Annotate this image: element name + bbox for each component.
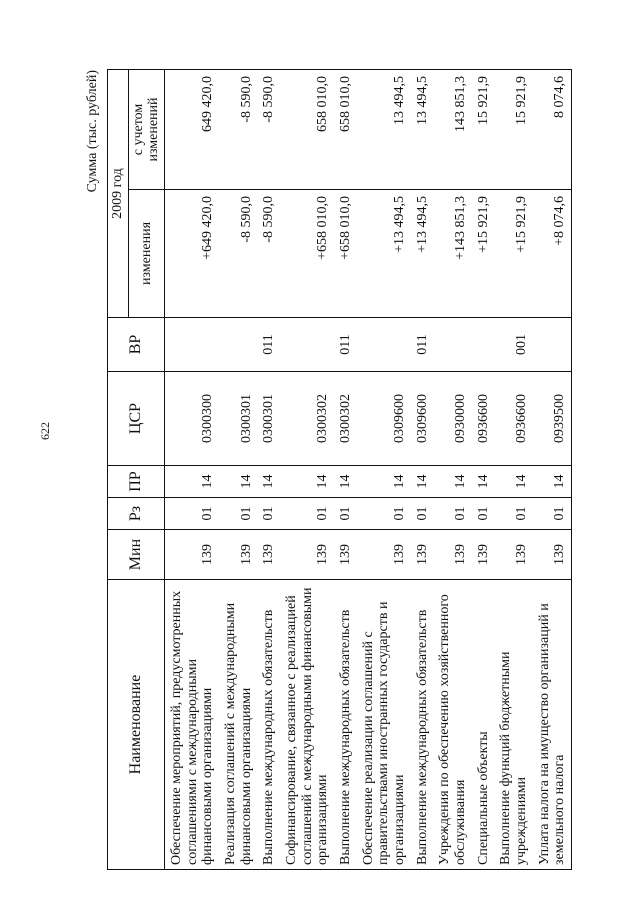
header-with-changes: с учетом изменений [128, 70, 164, 190]
table-row [219, 70, 257, 870]
name-cell: Реализация соглашений с международными финансовыми организациями [219, 580, 257, 870]
pr-cell: 14 [472, 466, 495, 498]
vr-cell: 011 [257, 318, 280, 372]
name-cell: Обеспечение мероприятий, предусмотренных соглашениями с международными финансовыми организациями [165, 580, 220, 870]
rz-cell: 01 [433, 498, 471, 530]
pr-cell: 14 [433, 466, 471, 498]
change-cell: +143 851,3 [433, 190, 471, 318]
header-year: 2009 год [108, 70, 129, 318]
name-cell: Выполнение международных обязательств [257, 580, 280, 870]
vr-cell: 011 [411, 318, 434, 372]
csr-cell: 0936600 [472, 372, 495, 466]
min-cell: 139 [411, 530, 434, 580]
total-cell: 658 010,0 [334, 70, 357, 190]
csr-cell: 0300302 [334, 372, 357, 466]
name-cell: Специальные объекты [472, 580, 495, 870]
total-cell: 15 921,9 [494, 70, 532, 190]
pr-cell: 14 [219, 466, 257, 498]
min-cell: 139 [257, 530, 280, 580]
total-cell: 8 074,6 [533, 70, 572, 190]
min-cell: 139 [357, 530, 411, 580]
total-cell: 649 420,0 [165, 70, 220, 190]
rotated-table-area [85, 70, 568, 870]
name-cell: Софинансирование, связанное с реализацией соглашений с международными финансовыми организациями [280, 580, 334, 870]
table-row [280, 70, 334, 870]
csr-cell: 0939500 [533, 372, 572, 466]
pr-cell: 14 [165, 466, 220, 498]
rz-cell: 01 [472, 498, 495, 530]
vr-cell [165, 318, 220, 372]
header-min: Мин [108, 530, 165, 580]
name-cell: Выполнение функций бюджетными учреждениями [494, 580, 532, 870]
min-cell: 139 [472, 530, 495, 580]
rz-cell: 01 [411, 498, 434, 530]
rz-cell: 01 [257, 498, 280, 530]
change-cell: +13 494,5 [411, 190, 434, 318]
rz-cell: 01 [533, 498, 572, 530]
total-cell: -8 590,0 [257, 70, 280, 190]
change-cell: +658 010,0 [334, 190, 357, 318]
name-cell: Выполнение международных обязательств [334, 580, 357, 870]
rz-cell: 01 [219, 498, 257, 530]
change-cell: +649 420,0 [165, 190, 220, 318]
table-row [411, 70, 434, 870]
rz-cell: 01 [280, 498, 334, 530]
table-row [165, 70, 220, 870]
rz-cell: 01 [494, 498, 532, 530]
total-cell: -8 590,0 [219, 70, 257, 190]
table-row [257, 70, 280, 870]
min-cell: 139 [334, 530, 357, 580]
name-cell: Выполнение международных обязательств [411, 580, 434, 870]
header-rz: Рз [108, 498, 165, 530]
header-csr: ЦСР [108, 372, 165, 466]
csr-cell: 0300301 [257, 372, 280, 466]
csr-cell: 0309600 [411, 372, 434, 466]
table-row [433, 70, 471, 870]
table-row [357, 70, 411, 870]
csr-cell: 0936600 [494, 372, 532, 466]
budget-table [107, 69, 572, 870]
header-changes: изменения [128, 190, 164, 318]
table-row [494, 70, 532, 870]
change-cell: +15 921,9 [494, 190, 532, 318]
change-cell: +15 921,9 [472, 190, 495, 318]
header-vr: ВР [108, 318, 165, 372]
total-cell: 658 010,0 [280, 70, 334, 190]
total-cell: 15 921,9 [472, 70, 495, 190]
pr-cell: 14 [357, 466, 411, 498]
vr-cell [280, 318, 334, 372]
vr-cell [219, 318, 257, 372]
min-cell: 139 [433, 530, 471, 580]
csr-cell: 0930000 [433, 372, 471, 466]
header-name: Наименование [108, 580, 165, 870]
total-cell: 143 851,3 [433, 70, 471, 190]
total-cell: 13 494,5 [357, 70, 411, 190]
vr-cell [433, 318, 471, 372]
min-cell: 139 [219, 530, 257, 580]
change-cell: -8 590,0 [219, 190, 257, 318]
table-row [334, 70, 357, 870]
table-row [472, 70, 495, 870]
rz-cell: 01 [357, 498, 411, 530]
pr-cell: 14 [411, 466, 434, 498]
pr-cell: 14 [257, 466, 280, 498]
csr-cell: 0300301 [219, 372, 257, 466]
table-row [533, 70, 572, 870]
total-cell: 13 494,5 [411, 70, 434, 190]
change-cell: -8 590,0 [257, 190, 280, 318]
min-cell: 139 [494, 530, 532, 580]
vr-cell [533, 318, 572, 372]
vr-cell [357, 318, 411, 372]
pr-cell: 14 [494, 466, 532, 498]
pr-cell: 14 [334, 466, 357, 498]
min-cell: 139 [165, 530, 220, 580]
rz-cell: 01 [334, 498, 357, 530]
change-cell: +8 074,6 [533, 190, 572, 318]
csr-cell: 0309600 [357, 372, 411, 466]
name-cell: Обеспечение реализации соглашений с правительствами иностранных государств и организациями [357, 580, 411, 870]
name-cell: Уплата налога на имущество организаций и земельного налога [533, 580, 572, 870]
vr-cell [472, 318, 495, 372]
vr-cell: 001 [494, 318, 532, 372]
pr-cell: 14 [280, 466, 334, 498]
min-cell: 139 [533, 530, 572, 580]
min-cell: 139 [280, 530, 334, 580]
pr-cell: 14 [533, 466, 572, 498]
csr-cell: 0300300 [165, 372, 220, 466]
csr-cell: 0300302 [280, 372, 334, 466]
rz-cell: 01 [165, 498, 220, 530]
page-number: 622 [38, 422, 52, 440]
change-cell: +13 494,5 [357, 190, 411, 318]
header-pr: ПР [108, 466, 165, 498]
vr-cell: 011 [334, 318, 357, 372]
sum-caption: Сумма (тыс. рублей) [85, 70, 100, 193]
name-cell: Учреждения по обеспечению хозяйственного обслуживания [433, 580, 471, 870]
change-cell: +658 010,0 [280, 190, 334, 318]
